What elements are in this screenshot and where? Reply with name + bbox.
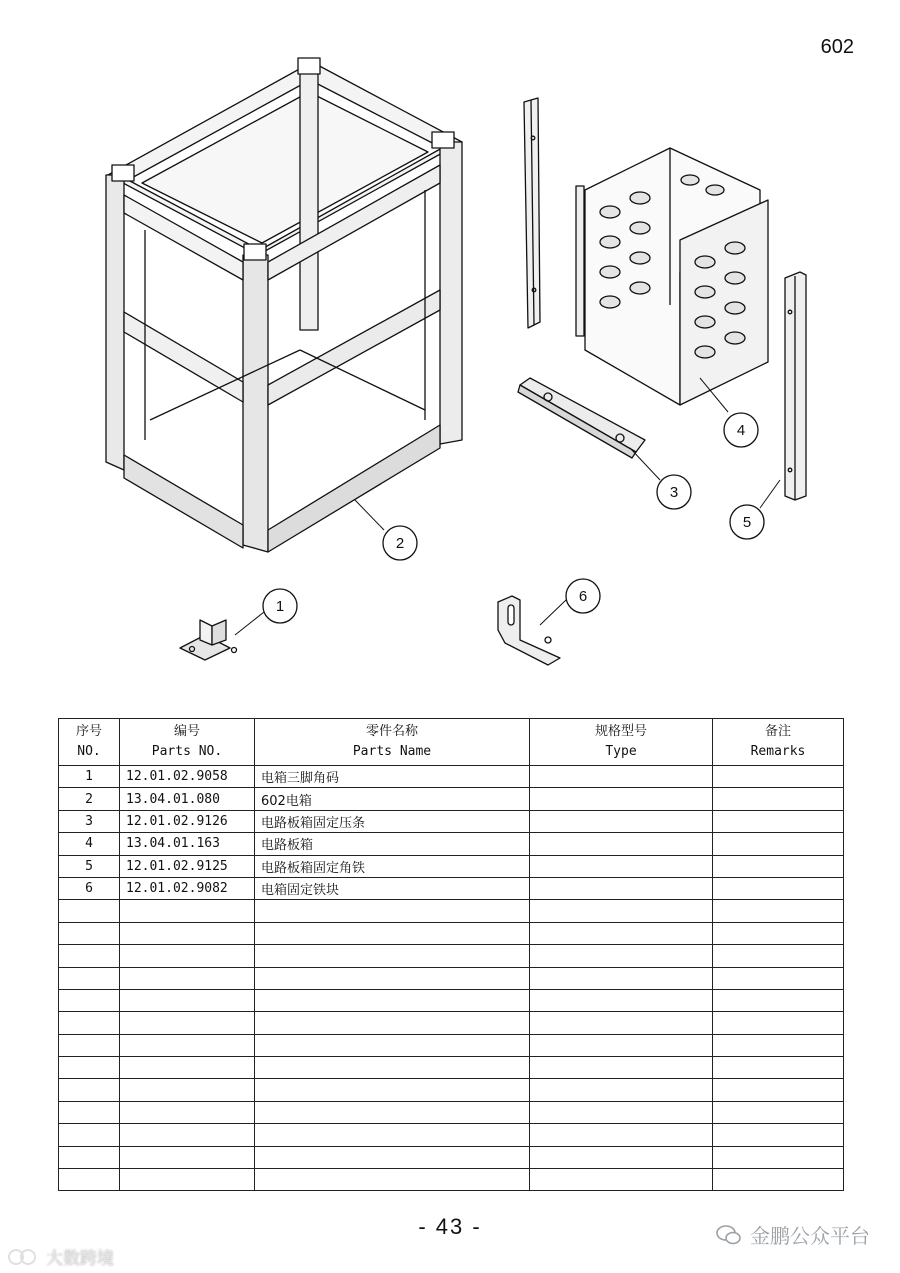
- cell-name: [255, 1012, 530, 1034]
- header-no: 序号 NO.: [59, 719, 120, 766]
- cell-remarks: [713, 1012, 844, 1034]
- cell-code: 12.01.02.9082: [120, 877, 255, 899]
- cell-no: 6: [59, 877, 120, 899]
- cell-code: [120, 1079, 255, 1101]
- cell-remarks: [713, 810, 844, 832]
- header-parts-name: 零件名称 Parts Name: [255, 719, 530, 766]
- cell-code: [120, 1012, 255, 1034]
- table-row: [59, 1124, 844, 1146]
- cell-remarks: [713, 1169, 844, 1191]
- cell-type: [530, 1169, 713, 1191]
- cell-no: [59, 922, 120, 944]
- cell-type: [530, 1079, 713, 1101]
- callout-5: 5: [742, 514, 752, 531]
- cell-remarks: [713, 877, 844, 899]
- cell-type: [530, 967, 713, 989]
- frame-cabinet-drawing: [106, 58, 462, 552]
- cell-code: [120, 1146, 255, 1168]
- cell-code: [120, 989, 255, 1011]
- table-row: [59, 1101, 844, 1123]
- cell-no: [59, 1101, 120, 1123]
- vertical-bar-drawing: [524, 98, 540, 328]
- circuit-box-drawing: [576, 148, 768, 405]
- corner-bracket-drawing: [180, 620, 237, 660]
- table-row: [59, 855, 844, 877]
- cell-type: [530, 1146, 713, 1168]
- cell-type: [530, 945, 713, 967]
- header-parts-no: 编号 Parts NO.: [120, 719, 255, 766]
- table-row: [59, 989, 844, 1011]
- cell-no: 3: [59, 810, 120, 832]
- cell-type: [530, 1034, 713, 1056]
- cell-type: [530, 1057, 713, 1079]
- table-header-row: [59, 719, 844, 766]
- cell-code: [120, 1034, 255, 1056]
- cell-no: [59, 967, 120, 989]
- cell-name: 电路板箱: [255, 833, 530, 855]
- cell-code: [120, 922, 255, 944]
- cell-type: [530, 877, 713, 899]
- table-row: [59, 1057, 844, 1079]
- cell-no: 2: [59, 788, 120, 810]
- cell-name: [255, 1124, 530, 1146]
- table-row: [59, 1079, 844, 1101]
- watermark-right-text: 金鹏公众平台: [750, 1224, 870, 1248]
- cell-no: 5: [59, 855, 120, 877]
- table-row: [59, 810, 844, 832]
- cell-code: [120, 1057, 255, 1079]
- table-row: [59, 922, 844, 944]
- cell-no: [59, 1124, 120, 1146]
- cell-type: [530, 833, 713, 855]
- callout-3: 3: [669, 484, 679, 501]
- table-row: [59, 967, 844, 989]
- cell-name: [255, 1169, 530, 1191]
- brand-logo-icon: [6, 1247, 40, 1267]
- cell-remarks: [713, 1124, 844, 1146]
- table-row: [59, 1146, 844, 1168]
- cell-name: 电箱固定铁块: [255, 877, 530, 899]
- cell-type: [530, 855, 713, 877]
- cell-name: [255, 967, 530, 989]
- cell-type: [530, 1012, 713, 1034]
- cell-code: [120, 1169, 255, 1191]
- cell-type: [530, 810, 713, 832]
- header-remarks: 备注 Remarks: [713, 719, 844, 766]
- callout-4: 4: [736, 422, 746, 439]
- cell-code: 13.04.01.080: [120, 788, 255, 810]
- cell-type: [530, 1101, 713, 1123]
- cell-name: [255, 1146, 530, 1168]
- cell-no: [59, 1146, 120, 1168]
- table-row: [59, 833, 844, 855]
- cell-code: [120, 1124, 255, 1146]
- cell-remarks: [713, 1146, 844, 1168]
- fixing-block-drawing: [498, 596, 560, 665]
- cell-code: 12.01.02.9126: [120, 810, 255, 832]
- cell-no: [59, 900, 120, 922]
- cell-remarks: [713, 766, 844, 788]
- cell-type: [530, 989, 713, 1011]
- cell-code: 12.01.02.9058: [120, 766, 255, 788]
- watermark-right: [716, 1220, 870, 1249]
- cell-remarks: [713, 1101, 844, 1123]
- cell-type: [530, 788, 713, 810]
- callout-1: 1: [275, 598, 285, 615]
- cell-no: 4: [59, 833, 120, 855]
- cell-type: [530, 1124, 713, 1146]
- cell-code: [120, 900, 255, 922]
- cell-code: [120, 945, 255, 967]
- cell-remarks: [713, 1079, 844, 1101]
- cell-type: [530, 922, 713, 944]
- table-row: [59, 1034, 844, 1056]
- table-row: [59, 788, 844, 810]
- table-row: [59, 900, 844, 922]
- parts-table: [58, 718, 844, 1191]
- callout-2: 2: [395, 535, 405, 552]
- wechat-icon: [716, 1224, 742, 1246]
- cell-remarks: [713, 1034, 844, 1056]
- table-row: [59, 766, 844, 788]
- cell-name: [255, 1034, 530, 1056]
- cell-name: 电箱三脚角码: [255, 766, 530, 788]
- cell-name: [255, 1101, 530, 1123]
- cell-remarks: [713, 788, 844, 810]
- cell-remarks: [713, 855, 844, 877]
- cell-no: [59, 989, 120, 1011]
- cell-name: [255, 1079, 530, 1101]
- cell-remarks: [713, 967, 844, 989]
- cell-code: 12.01.02.9125: [120, 855, 255, 877]
- cell-type: [530, 766, 713, 788]
- table-row: [59, 877, 844, 899]
- cell-code: 13.04.01.163: [120, 833, 255, 855]
- angle-iron-drawing: [785, 272, 806, 500]
- cell-type: [530, 900, 713, 922]
- cell-name: 602电箱: [255, 788, 530, 810]
- cell-remarks: [713, 900, 844, 922]
- cell-remarks: [713, 1057, 844, 1079]
- cell-remarks: [713, 989, 844, 1011]
- fixing-strip-drawing: [518, 378, 645, 458]
- cell-no: [59, 1079, 120, 1101]
- cell-remarks: [713, 945, 844, 967]
- cell-no: [59, 1034, 120, 1056]
- cell-name: [255, 900, 530, 922]
- cell-remarks: [713, 922, 844, 944]
- cell-no: [59, 945, 120, 967]
- header-type: 规格型号 Type: [530, 719, 713, 766]
- cell-name: [255, 922, 530, 944]
- table-row: [59, 1012, 844, 1034]
- model-number: 602: [820, 36, 854, 58]
- cell-no: [59, 1057, 120, 1079]
- callout-6: 6: [578, 588, 588, 605]
- cell-name: [255, 989, 530, 1011]
- watermark-left-text: 大数跨境: [46, 1249, 114, 1269]
- cell-no: 1: [59, 766, 120, 788]
- watermark-left: [6, 1244, 114, 1269]
- cell-remarks: [713, 833, 844, 855]
- cell-name: 电路板箱固定角铁: [255, 855, 530, 877]
- table-row: [59, 945, 844, 967]
- cell-name: [255, 1057, 530, 1079]
- cell-no: [59, 1169, 120, 1191]
- cell-code: [120, 1101, 255, 1123]
- table-row: [59, 1169, 844, 1191]
- page-number: - 43 -: [418, 1214, 482, 1239]
- cell-code: [120, 967, 255, 989]
- cell-no: [59, 1012, 120, 1034]
- cell-name: [255, 945, 530, 967]
- cell-name: 电路板箱固定压条: [255, 810, 530, 832]
